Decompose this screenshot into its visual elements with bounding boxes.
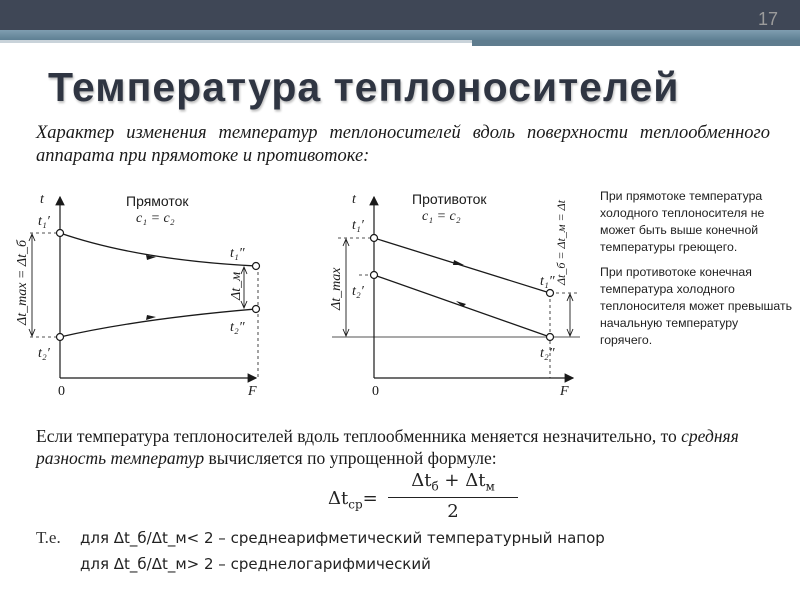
- dt-m-label: Δt_м: [229, 271, 244, 300]
- t2-in-label: t₂′: [352, 284, 364, 299]
- axis-F-label: F: [560, 384, 569, 399]
- note-cocurrent: При прямотоке температура холодного теплоносителя не может быть выше конечной температуры греющего.: [600, 189, 765, 254]
- axis-t-label: t: [352, 192, 356, 207]
- diagram-subtitle: c₁ = c₂: [422, 209, 461, 224]
- simplified-formula-text: [36, 425, 776, 469]
- cocurrent-diagram: [8, 185, 268, 400]
- intro-text: Характер изменения температур теплоносителей вдоль поверхности теплообменного аппарата при прямотоке и противотоке:: [36, 123, 770, 166]
- dt-equal-label: Δt_б = Δt_м = Δt: [554, 199, 568, 285]
- formula-denominator: 2: [447, 500, 459, 522]
- paragraph-part3: вычисляется по упрощенной формуле:: [208, 448, 497, 468]
- slide-title: Температура теплоносителей: [48, 64, 680, 110]
- t1-in-label: t₁′: [352, 218, 364, 233]
- t2-in-label: t₂′: [38, 346, 50, 361]
- paragraph-part1: Если температура теплоносителей вдоль теплообменника меняется незначительно, то: [36, 426, 677, 446]
- rule-line-2: для Δt_б/Δt_м> 2 – среднелогарифмический: [80, 555, 431, 573]
- axis-t-label: t: [40, 192, 44, 207]
- counterflow-diagram: [318, 185, 590, 400]
- rule-arithmetic: [36, 528, 605, 548]
- diagram-subtitle: c₁ = c₂: [136, 211, 175, 226]
- t1-out-label: t₁″: [540, 274, 555, 289]
- axis-F-label: F: [248, 384, 257, 399]
- formula-fraction: [388, 470, 518, 522]
- formula-lhs: $\Delta t_{ср}=$: [328, 488, 378, 512]
- t2-out-label: t₂″: [540, 346, 555, 361]
- rule-line-1: для Δt_б/Δt_м< 2 – среднеарифметический температурный напор: [80, 529, 605, 547]
- formula-numerator: $\Delta t_б + \Delta t_м$: [411, 470, 495, 494]
- origin-label: 0: [372, 384, 379, 399]
- hot-curve: [60, 233, 256, 266]
- notes-panel: [600, 188, 792, 357]
- t2-out-label: t₂″: [230, 320, 245, 335]
- dt-max-label: Δt_max: [329, 267, 344, 310]
- origin-label: 0: [58, 384, 65, 399]
- banner-strip: [0, 30, 800, 40]
- fraction-bar: [388, 497, 518, 498]
- paragraph-emphasis: средняя разность температур: [36, 426, 739, 468]
- dt-max-label: Δt_max = Δt_б: [15, 239, 30, 325]
- banner-notch: [472, 40, 800, 46]
- rule-prefix: Т.е.: [36, 528, 61, 547]
- rule-logarithmic: [80, 555, 431, 573]
- note-counterflow: При противотоке конечная температура холодного теплоносителя может превышать начальную температуру горячего.: [600, 265, 793, 347]
- diagram-title: Прямоток: [126, 193, 189, 209]
- diagram-title: Противоток: [412, 191, 487, 207]
- cold-curve: [60, 309, 256, 337]
- t1-in-label: t₁′: [38, 214, 50, 229]
- slide-number: 17: [757, 9, 778, 29]
- top-banner: [0, 0, 800, 30]
- t1-out-label: t₁″: [230, 246, 245, 261]
